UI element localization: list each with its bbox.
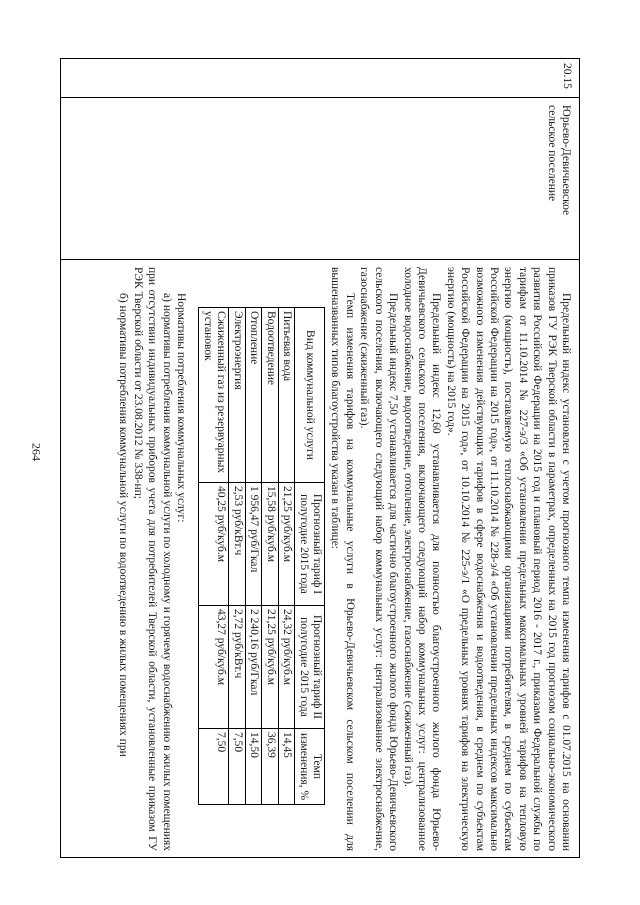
cell-change-rate: 14,45 xyxy=(278,729,295,805)
cell-tariff-h1: 15,58 руб/куб.м xyxy=(262,483,279,606)
row-content xyxy=(116,267,573,851)
tariff-table-header-row xyxy=(295,308,325,805)
column-divider xyxy=(61,97,579,98)
cell-tariff-h1: 40,25 руб/куб.м xyxy=(199,483,229,606)
cell-change-rate: 7,50 xyxy=(199,729,229,805)
table-row xyxy=(245,308,262,805)
cell-tariff-h2: 2 240,16 руб/Гкал xyxy=(245,606,262,729)
table-row xyxy=(229,308,246,805)
table-row xyxy=(262,308,279,805)
cell-tariff-h2: 21,25 руб/куб.м xyxy=(262,606,279,729)
rotated-page-content xyxy=(60,58,580,858)
cell-change-rate: 36,39 xyxy=(262,729,279,805)
table-row xyxy=(278,308,295,805)
header-change-rate: Темп изменения, % xyxy=(295,729,325,805)
norms-item-a: а) нормативы потребления коммунальной услуги по холодному и горячему водоснабжению в жилых помещениях при отсутствии индивидуальных приборов учета для потребителей Тверской области, установленные приказом ГУ РЭК Тверской области от 23.08.2012 № 338-нп; xyxy=(131,267,173,851)
cell-tariff-h1: 2,53 руб/кВт.ч xyxy=(229,483,246,606)
cell-service: Водоотведение xyxy=(262,308,279,483)
cell-service: Электроэнергия xyxy=(229,308,246,483)
norms-heading: Нормативы потребления коммунальных услуг: xyxy=(175,293,188,523)
header-tariff-h2: Прогнозный тариф II полугодие 2015 года xyxy=(295,606,325,729)
cell-service: Сжиженный газ из резервуарных установок xyxy=(199,308,229,483)
cell-tariff-h2: 24,32 руб/куб.м xyxy=(278,606,295,729)
cell-service: Отопление xyxy=(245,308,262,483)
cell-service: Питьевая вода xyxy=(278,308,295,483)
table-row xyxy=(199,308,229,805)
cell-change-rate: 14,50 xyxy=(245,729,262,805)
paragraph-table-intro: Темп изменения тарифов на коммунальные услуги в Юрьево-Девичьевском сельском поселении для вышеназванных типов благоустройства указан в таблице: xyxy=(329,267,356,851)
norms-item-b: б) нормативы потребления коммунальной услуги по водоотведению в жилых помещениях при xyxy=(117,293,130,757)
cell-tariff-h1: 1 956,47 руб/Гкал xyxy=(245,483,262,606)
cell-tariff-h2: 43,27 руб/куб.м xyxy=(199,606,229,729)
header-service: Вид коммунальной услуги xyxy=(295,308,325,483)
cell-change-rate: 7,50 xyxy=(229,729,246,805)
column-divider xyxy=(61,259,579,260)
paragraph-basis: Предельный индекс установлен с учетом прогнозного темпа изменения тарифов с 01.07.2015 на основании приказов ГУ РЭК Тверской области в параметрах, определенных на 2015 год прогнозом социально-экономического развития Российской Федерации на 2015 год и плановый период 2016 - 2017 г., приказами Федеральной службы по тарифам от 11.10.2014 № 227-э/3 «Об установлении предельных максимальных уровней тарифов на тепловую энергию (мощность), поставляемую теплоснабжающими организациями потребителям, в среднем по субъектам Российской Федерации на 2015 год», от 11.10.2014 № 228-э/4 «Об установлении предельных индексов максимально возможного изменения действующих тарифов в сфере водоснабжения и водоотведения, в среднем по субъектам Российской Федерации на 2015 год», от 10.10.2014 № 225-э/1 «О предельных уровнях тарифов на электрическую энергию (мощность) на 2015 год». xyxy=(444,267,572,851)
municipality-table xyxy=(60,58,580,858)
page-number: 264 xyxy=(29,443,44,461)
row-number: 20.15 xyxy=(561,63,573,89)
header-tariff-h1: Прогнозный тариф I полугодие 2015 года xyxy=(295,483,325,606)
tariff-table xyxy=(198,307,325,805)
paragraph-index-partial: Предельный индекс 7,50 устанавливается для частично благоустроенного жилого фонда Юрьево-Девичьевского сельского поселения, включающего следующий набор коммунальных услуг: централизованное электроснабжение, газоснабжение (сжиженный газ). xyxy=(358,267,400,851)
municipality-name: Юрьево-Девичьевское сельское поселение xyxy=(546,105,572,216)
paragraph-index-full: Предельный индекс 12,60 устанавливается для полностью благоустроенного жилого фонда Юрьево-Девичьевского сельского поселения, включающего следующий набор коммунальных услуг: централизованное холодное водоснабжение, водоотведение, отопление, электроснабжение, газоснабжение (сжиженный газ). xyxy=(401,267,443,851)
cell-tariff-h1: 21,25 руб/куб.м xyxy=(278,483,295,606)
cell-tariff-h2: 2,72 руб/кВт.ч xyxy=(229,606,246,729)
